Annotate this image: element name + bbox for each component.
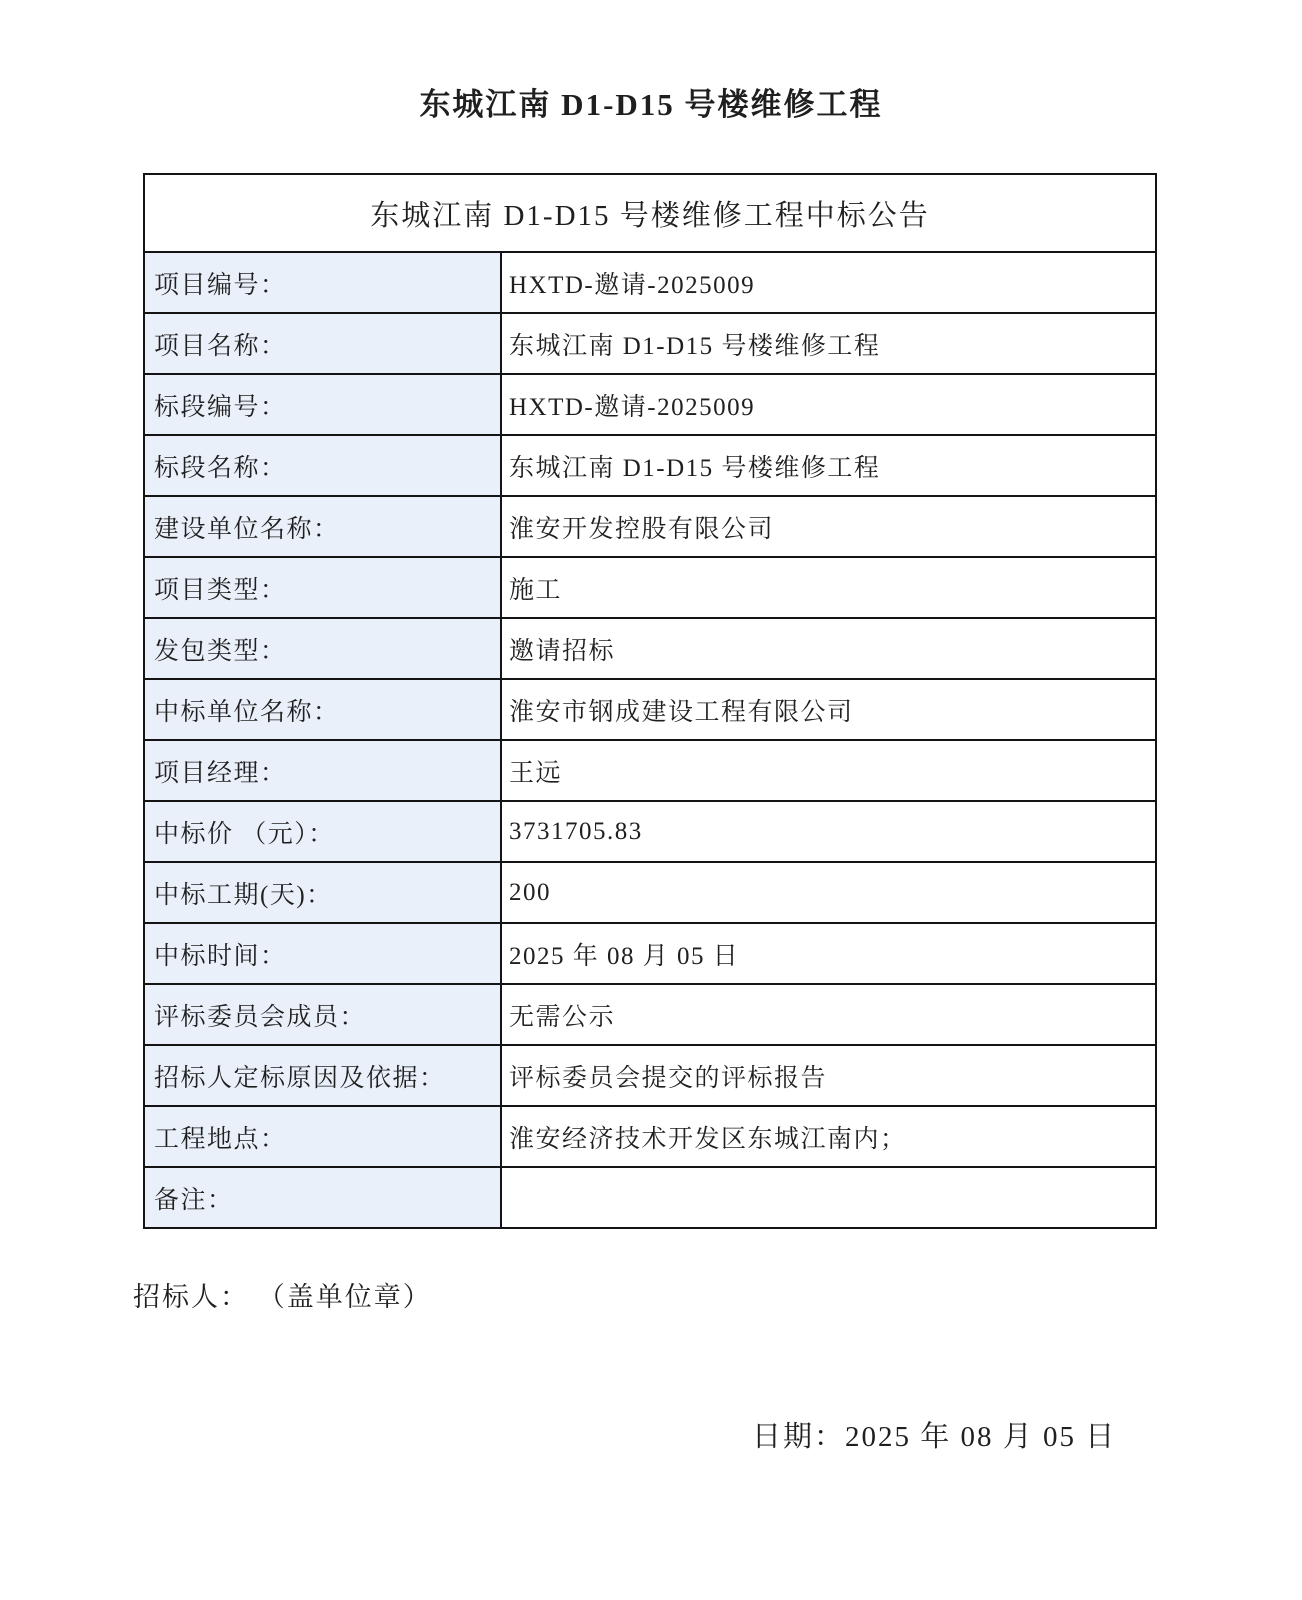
table-row <box>144 1106 1156 1167</box>
row-label: 中标工期(天)： <box>144 862 501 923</box>
row-label: 评标委员会成员： <box>144 984 501 1045</box>
row-value: 淮安开发控股有限公司 <box>501 496 1156 557</box>
row-value: 淮安经济技术开发区东城江南内； <box>501 1106 1156 1167</box>
row-label: 标段编号： <box>144 374 501 435</box>
page-title: 东城江南 D1-D15 号楼维修工程 <box>419 87 883 122</box>
row-value <box>501 1167 1156 1228</box>
row-value: 2025 年 08 月 05 日 <box>501 923 1156 984</box>
table-row <box>144 984 1156 1045</box>
table-row <box>144 557 1156 618</box>
row-value: 邀请招标 <box>501 618 1156 679</box>
row-label: 备注： <box>144 1167 501 1228</box>
table-row <box>144 313 1156 374</box>
table-row <box>144 435 1156 496</box>
table-row <box>144 1045 1156 1106</box>
row-value: 东城江南 D1-D15 号楼维修工程 <box>501 313 1156 374</box>
row-label: 工程地点： <box>144 1106 501 1167</box>
row-label: 发包类型： <box>144 618 501 679</box>
row-value: 评标委员会提交的评标报告 <box>501 1045 1156 1106</box>
row-label: 项目类型： <box>144 557 501 618</box>
table-row <box>144 496 1156 557</box>
table-row <box>144 862 1156 923</box>
table-row <box>144 801 1156 862</box>
row-value: 3731705.83 <box>501 801 1156 862</box>
row-label: 项目名称： <box>144 313 501 374</box>
row-value: 东城江南 D1-D15 号楼维修工程 <box>501 435 1156 496</box>
row-value: 施工 <box>501 557 1156 618</box>
row-label: 中标时间： <box>144 923 501 984</box>
row-value: HXTD-邀请-2025009 <box>501 374 1156 435</box>
table-row <box>144 740 1156 801</box>
table-row <box>144 679 1156 740</box>
row-label: 中标单位名称： <box>144 679 501 740</box>
row-value: 无需公示 <box>501 984 1156 1045</box>
table-row <box>144 923 1156 984</box>
row-value: 200 <box>501 862 1156 923</box>
row-label: 建设单位名称： <box>144 496 501 557</box>
row-value: 淮安市钢成建设工程有限公司 <box>501 679 1156 740</box>
table-title: 东城江南 D1-D15 号楼维修工程中标公告 <box>144 174 1156 252</box>
row-value: 王远 <box>501 740 1156 801</box>
table-title-row <box>144 174 1156 252</box>
bidder-signature-line: 招标人： （盖单位章） <box>133 1282 432 1313</box>
table-body <box>144 174 1156 1228</box>
table-row <box>144 1167 1156 1228</box>
row-label: 标段名称： <box>144 435 501 496</box>
row-label: 项目编号： <box>144 252 501 313</box>
table-row <box>144 252 1156 313</box>
table-row <box>144 618 1156 679</box>
row-label: 项目经理： <box>144 740 501 801</box>
date-line: 日期：2025 年 08 月 05 日 <box>752 1421 1117 1454</box>
announcement-table <box>143 173 1157 1229</box>
table-row <box>144 374 1156 435</box>
row-label: 中标价 （元）： <box>144 801 501 862</box>
row-value: HXTD-邀请-2025009 <box>501 252 1156 313</box>
row-label: 招标人定标原因及依据： <box>144 1045 501 1106</box>
